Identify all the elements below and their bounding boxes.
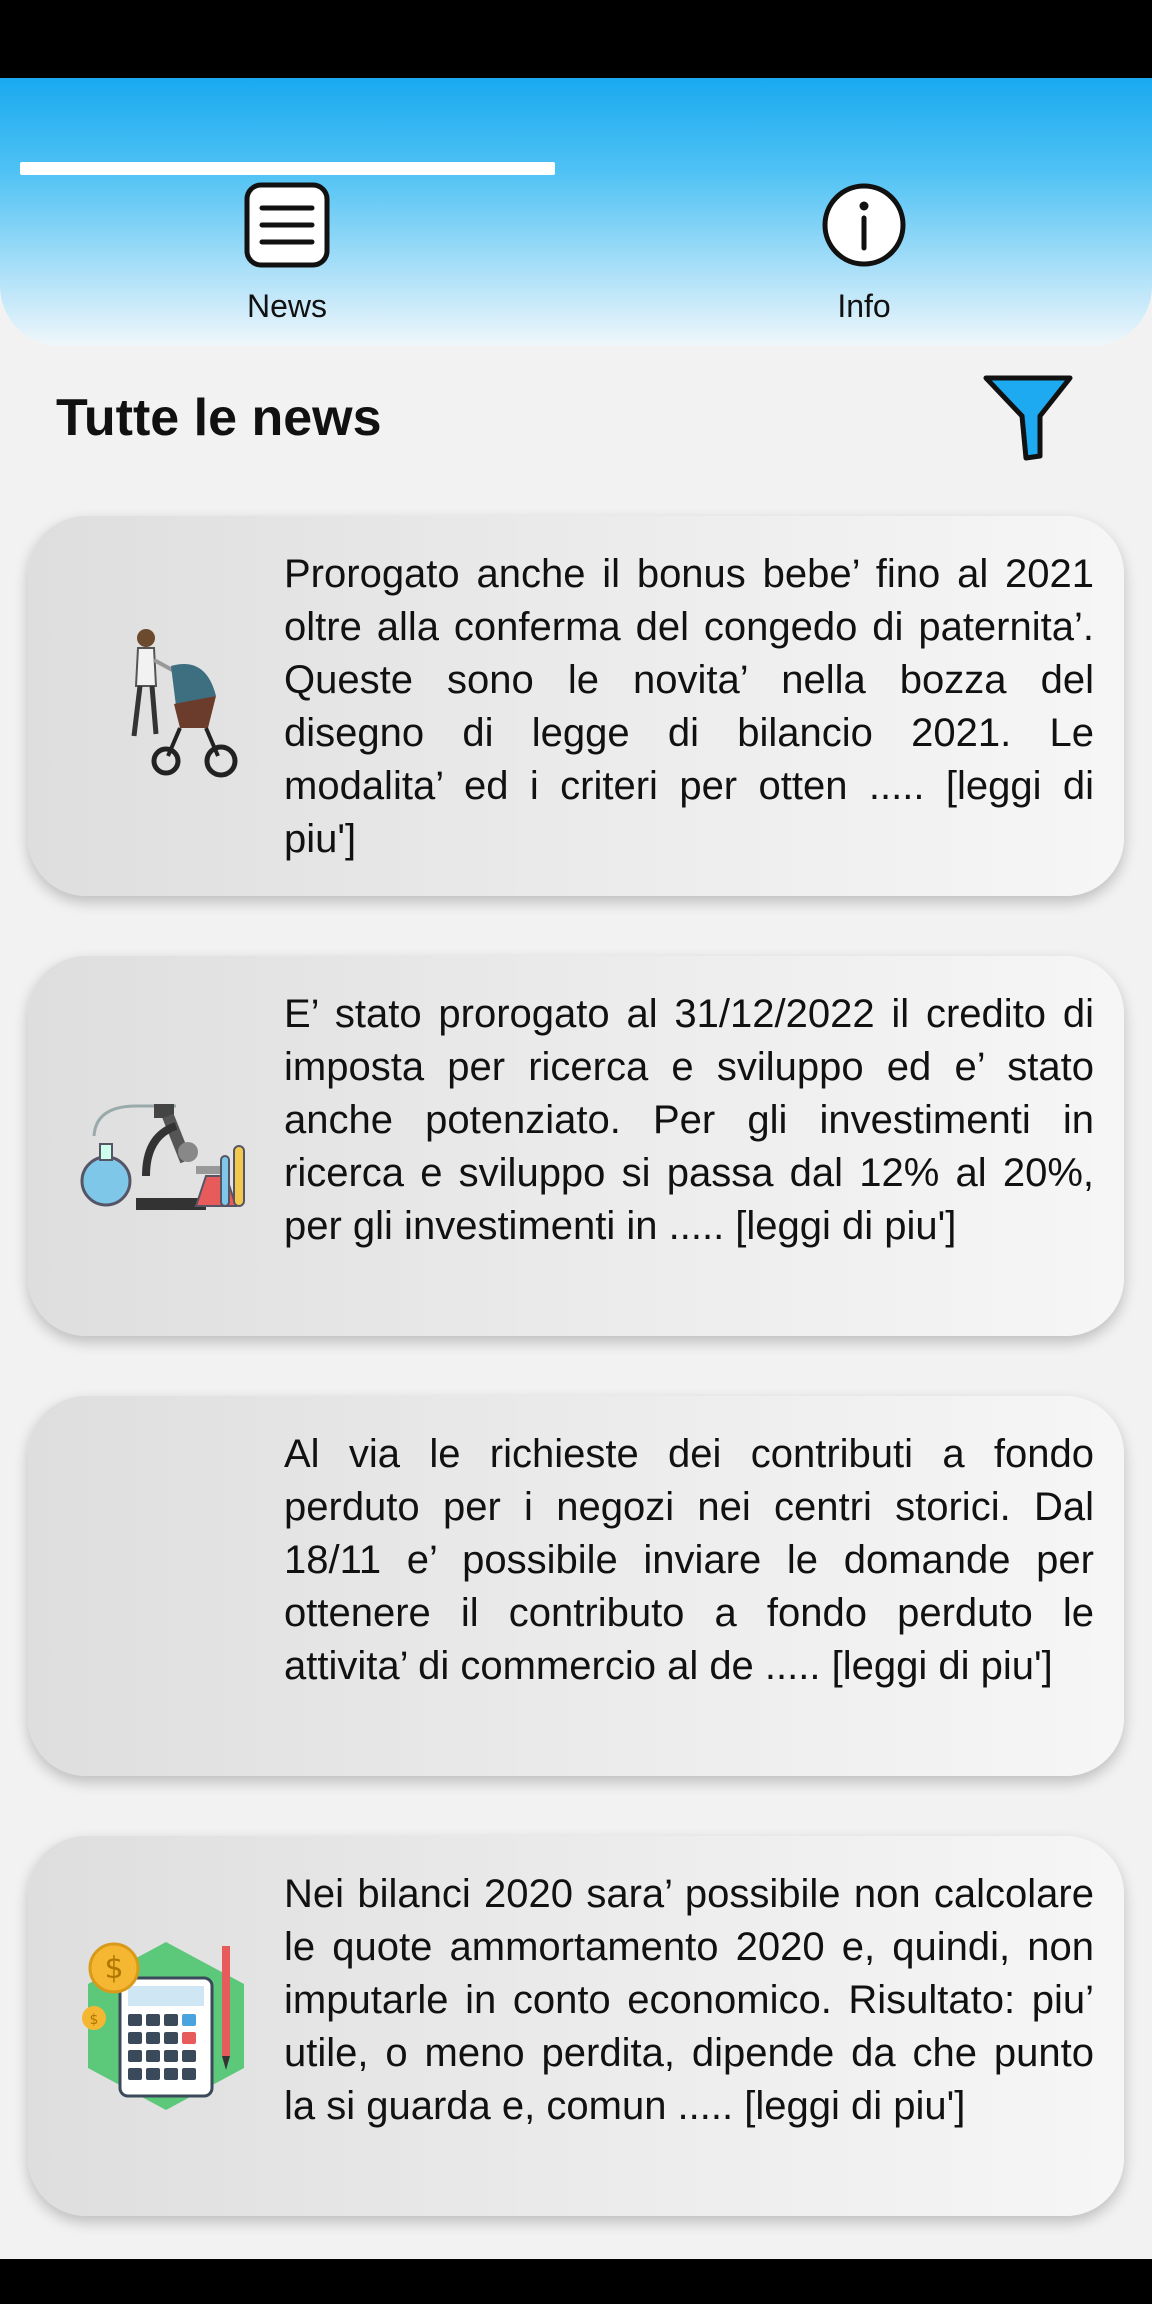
- news-card[interactable]: [28, 516, 1124, 896]
- news-card[interactable]: [28, 1836, 1124, 2216]
- news-text: Nei bilanci 2020 sara’ possibile non calcolare le quote ammortamento 2020 e, quindi, non imputarle in conto economico. Risultato: piu’ utile, o meno perdita, dipende da che punto la si guarda e, comun ..... [leggi di piu']: [284, 1872, 1094, 2128]
- page-title: Tutte le news: [56, 389, 382, 447]
- stroller-icon: [76, 616, 256, 796]
- menu-icon: [244, 182, 330, 268]
- tab-info-label: Info: [837, 288, 891, 324]
- info-icon: [821, 182, 907, 268]
- navigation-bar: [0, 2259, 1152, 2304]
- news-text: Al via le richieste dei contributi a fondo perduto per i negozi nei centri storici. Dal 18/11 e’ possibile inviare le domande per ottenere il contributo a fondo perduto le attivita’ di commercio al de ..... [leggi di piu']: [284, 1432, 1094, 1688]
- tab-news-label: News: [246, 288, 327, 324]
- top-navigation: [0, 78, 1152, 346]
- status-bar: [0, 0, 1152, 78]
- active-tab-indicator: [20, 162, 555, 175]
- calculator-icon: [76, 1936, 256, 2116]
- svg-text:$: $: [89, 2012, 99, 2028]
- microscope-icon: [76, 1056, 256, 1236]
- tab-news[interactable]: [157, 182, 417, 352]
- news-card[interactable]: [28, 1396, 1124, 1776]
- news-text: E’ stato prorogato al 31/12/2022 il credito di imposta per ricerca e sviluppo ed e’ stato anche potenziato. Per gli investimenti in ricerca e sviluppo si passa dal 12% al 20%, per gli investimenti in ..... [leggi di piu']: [284, 992, 1094, 1248]
- svg-text:$: $: [104, 1951, 124, 1986]
- news-text: Prorogato anche il bonus bebe’ fino al 2021 oltre alla conferma del congedo di paternita’. Queste sono le novita’ nella bozza del disegno di legge di bilancio 2021. Le modalita’ ed i criteri per otten ..... [leggi di piu']: [284, 552, 1094, 861]
- tab-info[interactable]: [734, 182, 994, 352]
- news-card[interactable]: [28, 956, 1124, 1336]
- filter-icon[interactable]: [982, 372, 1074, 464]
